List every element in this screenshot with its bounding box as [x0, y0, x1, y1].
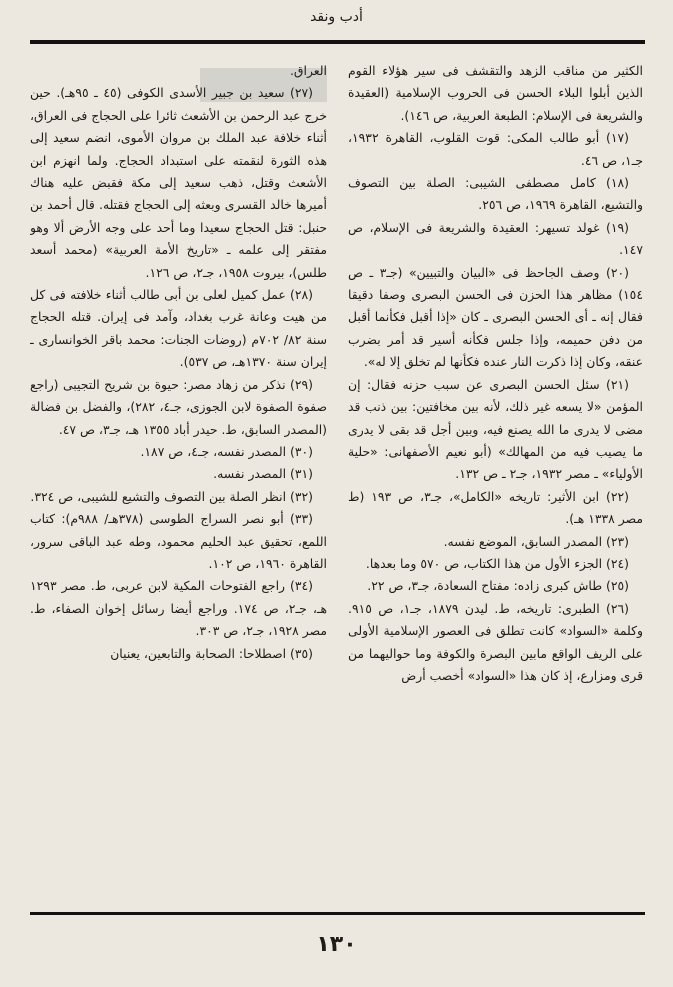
footnote-18: (١٨) كامل مصطفى الشيبى: الصلة بين التصوف والتشيع، القاهرة ١٩٦٩، ص ٢٥٦. [348, 175, 643, 213]
footnote-26: (٢٦) الطبرى: تاريخه، ط. ليدن ١٨٧٩، جـ١، ص ٩١٥. وكلمة «السواد» كانت تطلق فى العصور الإسلامية الأولى على الريف الواقع مابين البصرة والكوفة وما حواليهما من قرى ومزارع، إذ كان هذا «السواد» أخصب أرض [348, 600, 643, 683]
footnote-30: (٣٠) المصدر نفسه، جـ٤، ص ١٨٧. [140, 443, 313, 459]
footnote-25: (٢٥) طاش كبرى زاده: مفتاح السعادة، جـ٣، ص ٢٢. [367, 578, 629, 594]
footnote-17: (١٧) أبو طالب المكى: قوت القلوب، القاهرة ١٩٣٢، جـ١، ص ٤٦. [348, 130, 643, 168]
footnotes-column-right [348, 60, 643, 905]
footnote-19: (١٩) غولد تسيهر: العقيدة والشريعة فى الإسلام، ص ١٤٧. [348, 219, 643, 258]
page-number: ١٣٠ [316, 932, 357, 957]
footnote-23: (٢٣) المصدر السابق، الموضع نفسه. [443, 533, 629, 549]
footnote-20: (٢٠) وصف الجاحظ فى «البيان والتبيين» (جـ٣ ـ ص ١٥٤) مظاهر هذا الحزن فى الحسن البصرى وصفا دقيقا فقال إنه ـ أى الحسن البصرى ـ كان «إذا أقبل فكأنما أقبل من دفن حميمه، وإذا جلس فكأنه أسير قد أمر بضرب عنقه، وكان إذا ذكرت النار عنده فكأنها لم تخلق إلا له». [348, 264, 643, 370]
footnote-continuation: العراق. [289, 63, 327, 78]
footer-rule [30, 912, 645, 915]
footnote-27: (٢٧) سعيد بن جبير الأسدى الكوفى (٤٥ ـ ٩٥هـ). حين خرج عبد الرحمن بن الأشعث ثائرا على الحجاج فى العراق، أثناء خلافة عبد الملك بن مروان الأموى، انضم سعيد إلى هذه الثورة لنقمته على استبداد الحجاج. ولما انهزم ابن الأشعث وقتل، ذهب سعيد إلى مكة فقبض عليه هناك أميرها خالد القسرى وبعثه إلى الحجاج فقتله. قال أحمد بن حنبل: قتل الحجاج سعيدا وما أحد على وجه الأرض ألا وهو مفتقر إلى علمه ـ «تاريخ الأمة العربية» (محمد أسعد طلس)، بيروت ١٩٥٨، جـ٢، ص ١٢٦. [30, 85, 327, 280]
footnote-32: (٣٢) انظر الصلة بين التصوف والتشيع للشيبى، ص ٣٢٤. [30, 488, 313, 504]
running-header: أدب ونقد [310, 9, 363, 25]
footnotes-column-left [30, 60, 327, 905]
footnote-29: (٢٩) نذكر من زهاد مصر: حيوة بن شريح التجيبى (راجع صفوة الصفوة لابن الجوزى، جـ٤، ٢٨٢)، والفضل بن فضالة (المصدر السابق، ط. حيدر أباد ١٣٥٥ هـ، جـ٣، ص ٤٧. [30, 376, 327, 437]
footnote-continuation: الكثير من مناقب الزهد والتقشف فى سير هؤلاء القوم الذين أبلوا البلاء الحسن فى الحروب الإسلامية (العقيدة والشريعة فى الإسلام: الطبعة العربية، ص ١٤٦). [348, 63, 643, 123]
footnote-34: (٣٤) راجع الفتوحات المكية لابن عربى، ط. مصر ١٢٩٣ هـ، جـ٢، ص ١٧٤. وراجع أيضا رسائل إخوان الصفاء، ط. مصر ١٩٢٨، جـ٢، ص ٣٠٣. [30, 578, 327, 639]
footnote-33: (٣٣) أبو نصر السراج الطوسى (٣٧٨هـ/ ٩٨٨م): كتاب اللمع، تحقيق عبد الحليم محمود، وطه عبد الباقى سرور، القاهرة ١٩٦٠، ص ١٠٢. [30, 511, 327, 571]
footnote-24: (٢٤) الجزء الأول من هذا الكتاب، ص ٥٧٠ وما بعدها. [365, 555, 629, 571]
header-rule [30, 40, 645, 44]
footnote-21: (٢١) سئل الحسن البصرى عن سبب حزنه فقال: إن المؤمن «لا يسعه غير ذلك، لأنه بين مخافتين: بين ذنب قد مضى لا يدرى ما الله يصنع فيه، وبين أجل قد بقى لا يدرى ما يصيب فيه من المهالك» (أبو نعيم الأصفهانى: «حلية الأولياء» ـ مصر ١٩٣٢، جـ٢ ـ ص ١٣٢. [348, 376, 643, 482]
footnote-28: (٢٨) عمل كميل لعلى بن أبى طالب أثناء خلافته فى كل من هيت وعانة غرب بغداد، وآمد فى إيران. قتله الحجاج سنة ٨٢/ ٧٠٢م (روضات الجنات: محمد باقر الخوانسارى ـ إيران سنة ١٣٧٠هـ، ص ٥٣٧). [30, 287, 327, 370]
footnote-31: (٣١) المصدر نفسه. [213, 466, 313, 482]
footnote-22: (٢٢) ابن الأثير: تاريخه «الكامل»، جـ٣، ص ١٩٣ (ط مصر ١٣٣٨ هـ). [348, 488, 643, 527]
footnote-35: (٣٥) اصطلاحا: الصحابة والتابعين، يعنيان [110, 645, 313, 661]
